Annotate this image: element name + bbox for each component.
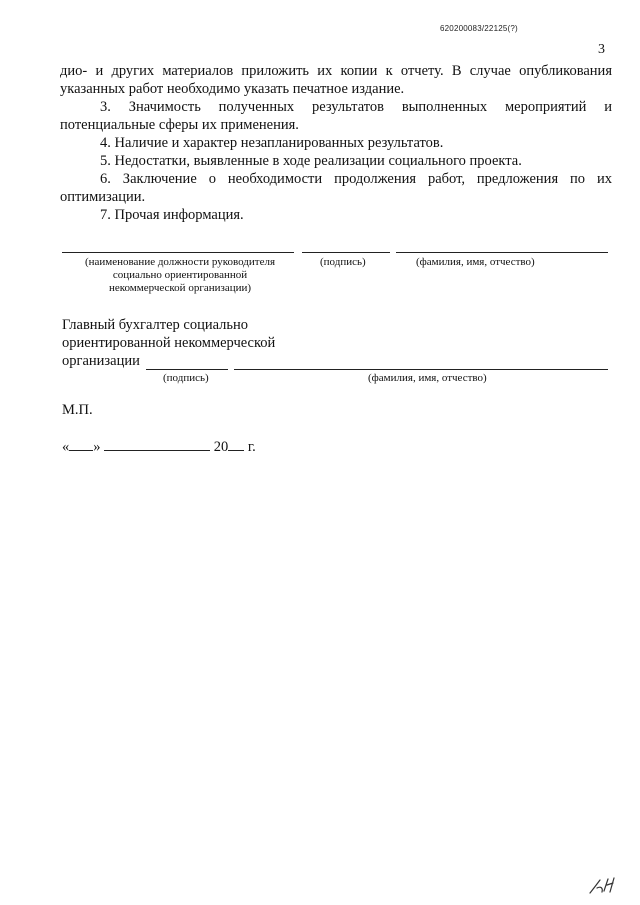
accountant-line-3: организации <box>62 353 140 369</box>
head-name-line <box>396 252 608 253</box>
head-signature-line <box>302 252 390 253</box>
accountant-name-caption: (фамилия, имя, отчество) <box>368 372 487 384</box>
day-blank <box>69 436 93 451</box>
head-position-caption <box>58 256 302 295</box>
stamp-placeholder: М.П. <box>62 402 93 418</box>
head-name-caption: (фамилия, имя, отчество) <box>416 256 535 268</box>
paragraph-item-5: 5. Недостатки, выявленные в ходе реализации социального проекта. <box>100 153 522 169</box>
paragraph-continuation: дио- и других материалов приложить их копии к отчету. В случае опубликования указанных работ необходимо указать печатное издание. <box>60 63 612 97</box>
date-close-quote: » <box>93 439 101 455</box>
handwritten-signature-mark <box>588 876 616 896</box>
head-signature-lines <box>62 252 608 254</box>
accountant-signature-line <box>146 369 228 370</box>
accountant-line-1: Главный бухгалтер социально <box>62 317 249 333</box>
caption-line: (наименование должности руководителя <box>84 256 276 268</box>
year-prefix: 20 <box>213 439 229 455</box>
head-position-line <box>62 252 294 253</box>
caption-line: социально ориентированной <box>112 269 248 281</box>
accountant-line-2: ориентированной некоммерческой <box>62 335 276 351</box>
report-requirements-text <box>60 62 612 224</box>
paragraph-item-4: 4. Наличие и характер незапланированных результатов. <box>100 135 444 151</box>
chief-accountant-label <box>62 316 275 370</box>
caption-line: некоммерческой организации) <box>108 282 252 294</box>
paragraph-item-3: 3. Значимость полученных результатов выполненных мероприятий и потенциальные сферы их применения. <box>60 99 612 133</box>
document-id: 620200083/22125(?) <box>440 24 518 33</box>
paragraph-item-6: 6. Заключение о необходимости продолжения работ, предложения по их оптимизации. <box>60 171 612 205</box>
accountant-name-line <box>234 369 608 370</box>
page-number: 3 <box>598 42 605 57</box>
year-suffix: г. <box>247 439 256 455</box>
date-field <box>62 436 256 456</box>
head-signature-caption: (подпись) <box>320 256 366 268</box>
paragraph-item-7: 7. Прочая информация. <box>100 207 244 223</box>
month-blank <box>104 436 210 451</box>
accountant-signature-caption: (подпись) <box>163 372 209 384</box>
date-open-quote: « <box>62 439 70 455</box>
year-blank <box>228 436 244 451</box>
